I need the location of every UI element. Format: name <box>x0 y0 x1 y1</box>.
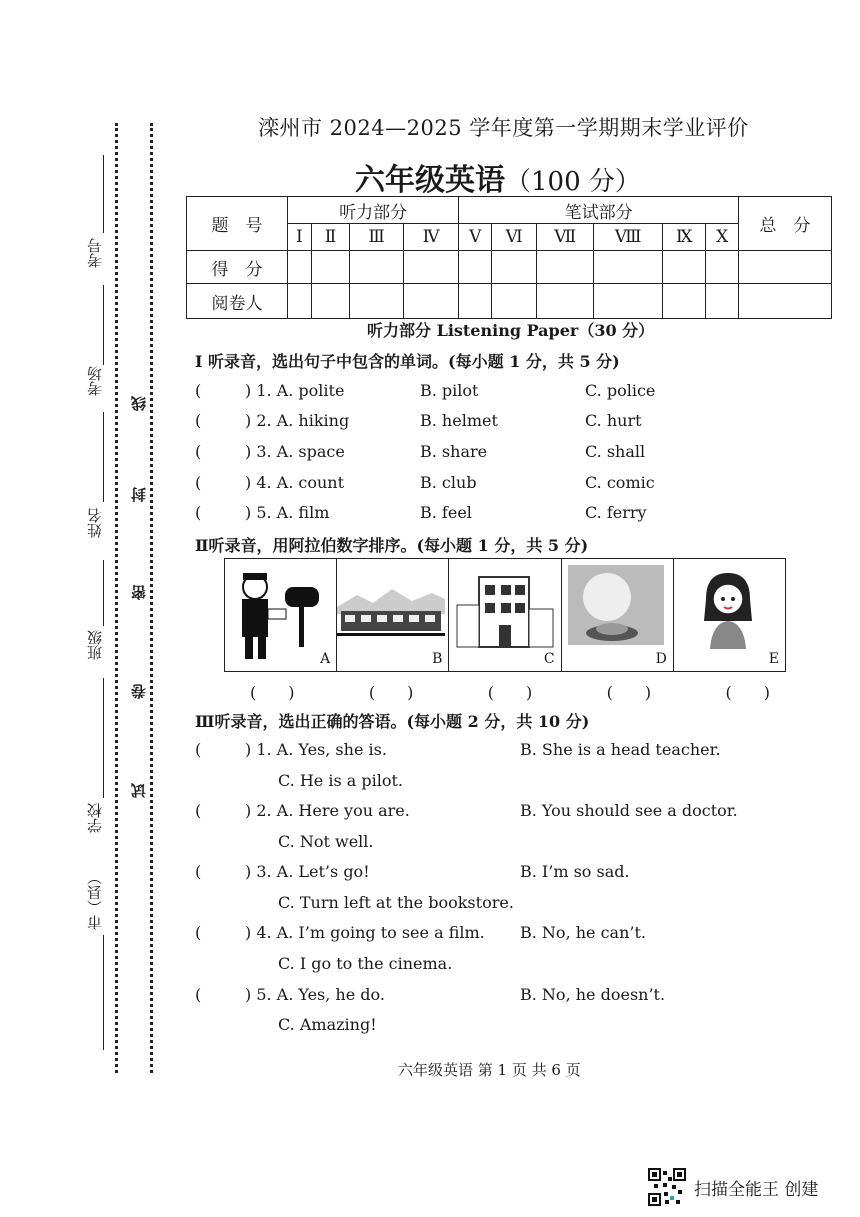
grader-row-label: 阅卷人 <box>187 284 288 319</box>
score-row-label: 得 分 <box>187 251 288 284</box>
option-a: ) 1. A. Yes, she is. <box>245 740 387 759</box>
subtitle-points: （100 分） <box>505 167 641 197</box>
written-header: 笔试部分 <box>459 197 739 224</box>
option-b: B. No, he can’t. <box>520 923 646 942</box>
postman-icon <box>225 559 333 667</box>
exam-title: 滦州市 2024—2025 学年度第一学期期末学业评价 <box>258 116 749 140</box>
option-c: C. Turn left at the bookstore. <box>278 893 514 912</box>
woman-icon <box>674 559 782 667</box>
exam-room-line <box>103 285 104 365</box>
picture-d <box>562 559 674 671</box>
picture-letter: C <box>543 651 555 667</box>
seal-char-1: 线 <box>130 396 148 411</box>
exam-no-label: 考号 <box>86 238 104 268</box>
page-footer: 六年级英语 第 1 页 共 6 页 <box>398 1061 581 1079</box>
option-b: B. club <box>420 473 477 492</box>
option-a: ) 1. A. polite <box>245 381 345 400</box>
answer-paren[interactable]: ( <box>195 740 202 759</box>
ordering-blanks <box>250 680 770 703</box>
numeral-cell: Ⅸ <box>663 224 706 251</box>
order-blank[interactable]: ( ) <box>250 683 295 702</box>
train-icon <box>337 559 445 667</box>
numeral-cell: Ⅳ <box>403 224 458 251</box>
grader-cell[interactable] <box>594 284 663 319</box>
exam-subtitle <box>355 155 641 199</box>
grader-cell[interactable] <box>403 284 458 319</box>
numeral-cell: Ⅵ <box>492 224 537 251</box>
picture-letter: A <box>320 651 331 667</box>
option-a: ) 4. A. count <box>245 473 345 492</box>
score-cell[interactable] <box>288 251 312 284</box>
total-header: 总 分 <box>739 197 832 251</box>
binding-dotted-line-outer <box>115 123 118 1073</box>
grader-cell[interactable] <box>492 284 537 319</box>
option-c: C. shall <box>585 442 646 461</box>
option-c: C. ferry <box>585 503 647 522</box>
watermark-text: 扫描全能王 创建 <box>694 1179 819 1200</box>
school-line <box>103 678 104 798</box>
option-b: B. She is a head teacher. <box>520 740 721 759</box>
seal-char-2: 封 <box>130 487 148 502</box>
city-label: 市（县） <box>86 870 104 930</box>
exam-room-label: 考场 <box>86 366 104 396</box>
score-cell[interactable] <box>492 251 537 284</box>
order-blank[interactable]: ( ) <box>725 683 770 702</box>
option-b: B. pilot <box>420 381 479 400</box>
picture-letter: D <box>655 651 667 667</box>
option-a: ) 4. A. I’m going to see a film. <box>245 923 485 942</box>
total-score-cell[interactable] <box>739 251 832 284</box>
exam-no-line <box>103 155 104 233</box>
answer-paren[interactable]: ( <box>195 411 202 430</box>
answer-paren[interactable]: ( <box>195 862 202 881</box>
option-a: ) 2. A. Here you are. <box>245 801 410 820</box>
part1-heading: I 听录音，选出句子中包含的单词。(每小题 1 分，共 5 分) <box>195 352 620 371</box>
option-a: ) 3. A. space <box>245 442 345 461</box>
score-cell[interactable] <box>594 251 663 284</box>
option-c: C. hurt <box>585 411 642 430</box>
option-c: C. Amazing! <box>278 1015 377 1034</box>
subtitle-text: 六年级英语 <box>355 163 505 198</box>
building-icon <box>449 559 557 667</box>
option-a: ) 2. A. hiking <box>245 411 350 430</box>
listening-section-title: 听力部分 Listening Paper（30 分） <box>367 321 655 340</box>
option-b: B. helmet <box>420 411 498 430</box>
option-c: C. comic <box>585 473 655 492</box>
col-label-cell: 题 号 <box>187 197 288 251</box>
score-cell[interactable] <box>537 251 594 284</box>
answer-paren[interactable]: ( <box>195 801 202 820</box>
part2-heading: Ⅱ听录音，用阿拉伯数字排序。(每小题 1 分，共 5 分) <box>195 536 589 555</box>
class-line <box>103 560 104 626</box>
option-a: ) 3. A. Let’s go! <box>245 862 370 881</box>
name-line <box>103 412 104 502</box>
picture-strip <box>224 558 786 672</box>
grader-cell[interactable] <box>311 284 350 319</box>
option-c: C. I go to the cinema. <box>278 954 453 973</box>
numeral-cell: Ⅷ <box>594 224 663 251</box>
option-c: C. He is a pilot. <box>278 771 404 790</box>
picture-letter: B <box>432 651 443 667</box>
numeral-cell: Ⅱ <box>311 224 350 251</box>
numeral-cell: Ⅹ <box>706 224 739 251</box>
grader-cell[interactable] <box>663 284 706 319</box>
order-blank[interactable]: ( ) <box>606 683 652 702</box>
order-blank[interactable]: ( ) <box>487 683 533 702</box>
numeral-cell: Ⅰ <box>288 224 312 251</box>
grader-cell[interactable] <box>350 284 404 319</box>
seal-char-3: 密 <box>130 585 148 600</box>
option-b: B. No, he doesn’t. <box>520 985 666 1004</box>
grader-cell[interactable] <box>459 284 492 319</box>
numeral-cell: Ⅲ <box>350 224 404 251</box>
score-cell[interactable] <box>350 251 404 284</box>
picture-e <box>674 559 785 671</box>
grader-total-cell[interactable] <box>739 284 832 319</box>
option-a: ) 5. A. film <box>245 503 330 522</box>
listening-header: 听力部分 <box>288 197 459 224</box>
picture-letter: E <box>768 651 780 667</box>
option-a: ) 5. A. Yes, he do. <box>245 985 385 1004</box>
picture-b <box>337 559 449 671</box>
scanner-watermark <box>648 1168 818 1206</box>
option-b: B. I’m so sad. <box>520 862 630 881</box>
picture-a <box>225 559 337 671</box>
grader-cell[interactable] <box>706 284 739 319</box>
answer-paren[interactable]: ( <box>195 381 202 400</box>
grader-cell[interactable] <box>288 284 312 319</box>
seal-char-4: 卷 <box>130 684 148 699</box>
order-blank[interactable]: ( ) <box>368 683 414 702</box>
score-table <box>186 196 832 319</box>
binding-dotted-line-inner <box>150 123 153 1073</box>
score-cell[interactable] <box>459 251 492 284</box>
answer-paren[interactable]: ( <box>195 473 202 492</box>
answer-paren[interactable]: ( <box>195 923 202 942</box>
name-label: 姓名 <box>86 508 104 538</box>
option-b: B. feel <box>420 503 472 522</box>
option-b: B. You should see a doctor. <box>520 801 738 820</box>
grader-cell[interactable] <box>537 284 594 319</box>
picture-c <box>449 559 561 671</box>
qr-code-icon <box>648 1168 686 1206</box>
numeral-cell: Ⅶ <box>537 224 594 251</box>
numeral-cell: Ⅴ <box>459 224 492 251</box>
part3-heading: Ⅲ听录音，选出正确的答语。(每小题 2 分，共 10 分) <box>195 712 590 731</box>
answer-paren[interactable]: ( <box>195 503 202 522</box>
score-cell[interactable] <box>663 251 706 284</box>
answer-paren[interactable]: ( <box>195 985 202 1004</box>
option-c: C. Not well. <box>278 832 374 851</box>
seal-char-5: 试 <box>130 783 148 798</box>
score-cell[interactable] <box>311 251 350 284</box>
class-label: 班级 <box>86 630 104 660</box>
answer-paren[interactable]: ( <box>195 442 202 461</box>
option-b: B. share <box>420 442 488 461</box>
score-cell[interactable] <box>706 251 739 284</box>
mooncake-festival-icon <box>562 559 670 667</box>
school-label: 学校 <box>86 803 104 833</box>
city-line <box>103 935 104 1050</box>
option-c: C. police <box>585 381 656 400</box>
score-cell[interactable] <box>403 251 458 284</box>
